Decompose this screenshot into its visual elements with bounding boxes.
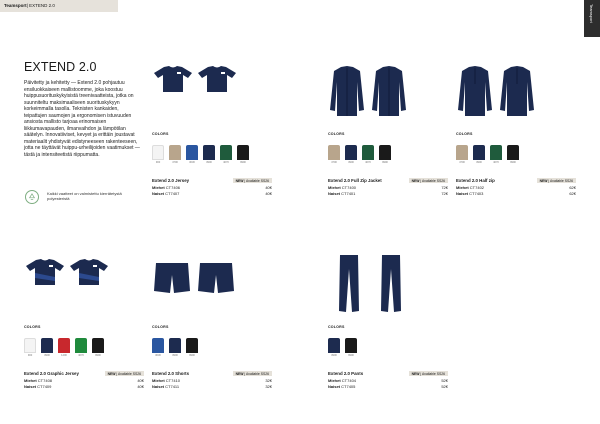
men-code: CT7406 [165, 185, 181, 190]
swatch-code: 4070 [365, 161, 371, 164]
product-card[interactable] [328, 62, 448, 196]
men-code: CT7402 [469, 185, 485, 190]
women-label: Naiset [152, 191, 165, 196]
swatch-code: 3900 [206, 161, 212, 164]
product-name: Extend 2.0 Full Zip Jacket [328, 178, 382, 183]
product-card[interactable] [328, 255, 448, 389]
swatch-code: 3900 [44, 354, 50, 357]
swatch-code: 4070 [78, 354, 84, 357]
men-label: Miehet [328, 185, 341, 190]
women-label: Naiset [24, 384, 37, 389]
intro-paragraph: Päivitetty ja kehitetty — Extend 2.0 pohjautuu ensiluokkaiseen mallistoomme, joka koostuu huippusuorituskykyisistä treenivaatteista, jotka on suunniteltu maksimaaliseen suorituskykyyn korkeimmalla tasolla. Teknisten kankaiden, teipattujen saumojen ja ergonomisen istuvuuden ansiosta mallisto tarjoaa erinomaisen liikkumavapauden, ilmanvaihdon ja lämpötilan säätelyn. Innovatiiviset, kevyet ja erittäin joustavat materiaalit yhdistyvät edistyneeseen rakenteeseen, jotta ne täyttävät huippu-urheilijoiden vaatimukset — tästä ja intensiteetistä riippumatta. [24, 80, 140, 158]
men-label: Miehet [152, 185, 165, 190]
women-price: 40€ [265, 191, 272, 196]
men-price: 62€ [569, 185, 576, 190]
colors-label: COLORS [328, 132, 345, 136]
swatch-code: 4700 [172, 161, 178, 164]
men-code: CT7410 [165, 378, 181, 383]
breadcrumb-section: EXTEND 2.0 [29, 3, 55, 8]
swatch-code: 900 [27, 354, 33, 357]
men-label: Miehet [152, 378, 165, 383]
women-price: 32€ [265, 384, 272, 389]
color-swatches [328, 338, 357, 357]
product-card[interactable] [456, 62, 576, 196]
women-line [456, 191, 576, 196]
product-photos [152, 255, 272, 315]
product-name-row [152, 371, 272, 377]
availability-badge: NEW | Available SS26 [233, 371, 272, 376]
swatch-code: 3030 [155, 354, 161, 357]
men-line [328, 378, 448, 383]
colors-label: COLORS [328, 325, 345, 329]
women-label: Naiset [152, 384, 165, 389]
men-line [152, 378, 272, 383]
swatch-code: 4700 [331, 161, 337, 164]
swatch-code: 9990 [240, 161, 246, 164]
men-label: Miehet [456, 185, 469, 190]
women-code: CT7401 [341, 191, 356, 196]
colors-label: COLORS [152, 132, 169, 136]
color-swatch[interactable] [152, 145, 164, 164]
product-card[interactable] [152, 62, 272, 196]
product-name-row [328, 371, 448, 377]
product-name-row [456, 178, 576, 184]
side-section-tab[interactable] [584, 0, 600, 37]
color-swatches [328, 145, 391, 164]
women-line [328, 384, 448, 389]
product-name-row [152, 178, 272, 184]
product-name: Extend 2.0 Jersey [152, 178, 190, 183]
color-swatch[interactable] [58, 338, 70, 357]
product-name: Extend 2.0 Shorts [152, 371, 190, 376]
color-swatch[interactable] [328, 145, 340, 164]
swatch-code: 9990 [189, 354, 195, 357]
eco-note-text: Kaikki vaatteet on valmistettu kierrätetystä polyesteristä [47, 191, 122, 202]
swatch-code: 9990 [348, 354, 354, 357]
color-swatch[interactable] [507, 145, 519, 164]
availability-badge: NEW | Available SS26 [537, 178, 576, 183]
swatch-code: 9990 [510, 161, 516, 164]
recycle-icon [25, 190, 39, 204]
product-name: Extend 2.0 Half zip [456, 178, 495, 183]
women-line [152, 384, 272, 389]
top-breadcrumb-bar [0, 0, 118, 12]
product-photos [24, 255, 144, 315]
men-price: 40€ [137, 378, 144, 383]
breadcrumb: Teamsport| EXTEND 2.0 [4, 3, 55, 8]
product-card[interactable] [24, 255, 144, 389]
women-price: 72€ [441, 191, 448, 196]
men-code: CT7408 [37, 378, 53, 383]
swatch-code: 3900 [172, 354, 178, 357]
men-code: CT7400 [341, 185, 357, 190]
swatch-code: 4700 [459, 161, 465, 164]
availability-badge: NEW | Available SS26 [105, 371, 144, 376]
product-photos [328, 62, 448, 122]
women-line [328, 191, 448, 196]
color-swatches [456, 145, 519, 164]
color-swatch[interactable] [186, 145, 198, 164]
color-swatch[interactable] [41, 338, 53, 357]
men-price: 32€ [265, 378, 272, 383]
women-line [24, 384, 144, 389]
women-price: 40€ [137, 384, 144, 389]
color-swatch[interactable] [456, 145, 468, 164]
product-photos [152, 62, 272, 122]
women-code: CT7411 [165, 384, 180, 389]
women-code: CT7407 [165, 191, 180, 196]
color-swatch[interactable] [169, 338, 181, 357]
color-swatch[interactable] [379, 145, 391, 164]
women-price: 62€ [569, 191, 576, 196]
color-swatch[interactable] [345, 145, 357, 164]
availability-badge: NEW | Available SS26 [233, 178, 272, 183]
women-price: 52€ [441, 384, 448, 389]
color-swatch[interactable] [345, 338, 357, 357]
women-code: CT7403 [469, 191, 484, 196]
swatch-code: 3900 [331, 354, 337, 357]
product-name: Extend 2.0 Graphic Jersey [24, 371, 79, 376]
color-swatch[interactable] [169, 145, 181, 164]
swatch-code: 4070 [493, 161, 499, 164]
men-code: CT7404 [341, 378, 357, 383]
swatch-code: 4070 [223, 161, 229, 164]
color-swatches [152, 145, 249, 164]
breadcrumb-brand: Teamsport [4, 3, 27, 8]
men-label: Miehet [24, 378, 37, 383]
page-title: EXTEND 2.0 [24, 60, 97, 74]
men-price: 72€ [441, 185, 448, 190]
product-name: Extend 2.0 Pants [328, 371, 364, 376]
color-swatches [152, 338, 198, 357]
color-swatch[interactable] [92, 338, 104, 357]
product-photos [328, 255, 448, 315]
color-swatch[interactable] [186, 338, 198, 357]
color-swatch[interactable] [328, 338, 340, 357]
women-label: Naiset [456, 191, 469, 196]
color-swatch[interactable] [237, 145, 249, 164]
swatch-code: 9990 [382, 161, 388, 164]
men-label: Miehet [328, 378, 341, 383]
swatch-code: 1400 [61, 354, 67, 357]
women-label: Naiset [328, 191, 341, 196]
colors-label: COLORS [152, 325, 169, 329]
color-swatch[interactable] [203, 145, 215, 164]
women-line [152, 191, 272, 196]
product-photos [456, 62, 576, 122]
product-name-row [328, 178, 448, 184]
women-label: Naiset [328, 384, 341, 389]
women-code: CT7409 [37, 384, 52, 389]
color-swatches [24, 338, 104, 357]
availability-badge: NEW | Available SS26 [409, 371, 448, 376]
swatch-code: 9990 [95, 354, 101, 357]
men-line [152, 185, 272, 190]
side-tab-label: Teamsport [589, 4, 594, 23]
product-card[interactable] [152, 255, 272, 389]
women-code: CT7405 [341, 384, 356, 389]
product-name-row [24, 371, 144, 377]
color-swatch[interactable] [490, 145, 502, 164]
men-line [24, 378, 144, 383]
color-swatch[interactable] [24, 338, 36, 357]
men-line [328, 185, 448, 190]
color-swatch[interactable] [152, 338, 164, 357]
color-swatch[interactable] [362, 145, 374, 164]
colors-label: COLORS [456, 132, 473, 136]
men-price: 52€ [441, 378, 448, 383]
color-swatch[interactable] [220, 145, 232, 164]
availability-badge: NEW | Available SS26 [409, 178, 448, 183]
swatch-code: 3900 [348, 161, 354, 164]
swatch-code: 3900 [476, 161, 482, 164]
color-swatch[interactable] [75, 338, 87, 357]
color-swatch[interactable] [473, 145, 485, 164]
swatch-code: 3030 [189, 161, 195, 164]
swatch-code: 900 [155, 161, 161, 164]
men-price: 40€ [265, 185, 272, 190]
men-line [456, 185, 576, 190]
colors-label: COLORS [24, 325, 41, 329]
